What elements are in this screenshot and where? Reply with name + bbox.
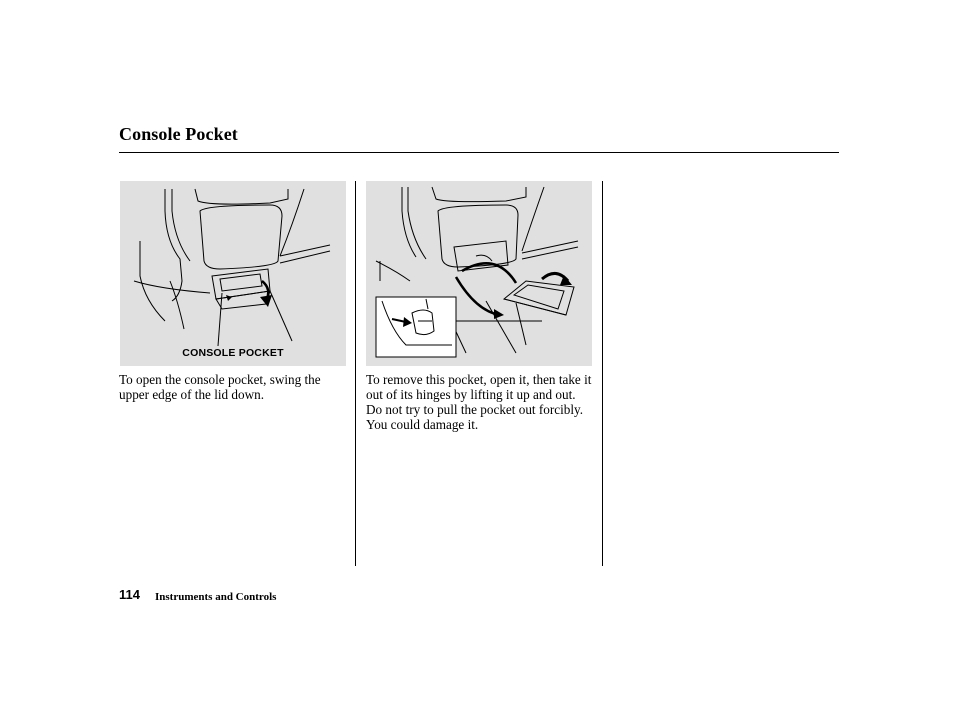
figure-pocket-removal	[366, 181, 592, 366]
figure-console-pocket	[120, 181, 346, 366]
section-name: Instruments and Controls	[155, 591, 277, 603]
figure-caption: CONSOLE POCKET	[182, 347, 284, 359]
pocket-removal-illustration	[366, 181, 592, 366]
middle-column-text: To remove this pocket, open it, then take it out of its hinges by lifting it up and out. Do not try to pull the pocket out forcibly. You could damage it.	[366, 372, 592, 432]
page-title: Console Pocket	[119, 124, 238, 144]
console-pocket-illustration	[120, 181, 346, 366]
column-divider-right	[602, 181, 603, 566]
title-rule	[119, 152, 839, 153]
page-number: 114	[119, 587, 140, 602]
column-divider-left	[355, 181, 356, 566]
left-column-text: To open the console pocket, swing the upper edge of the lid down.	[119, 372, 321, 402]
